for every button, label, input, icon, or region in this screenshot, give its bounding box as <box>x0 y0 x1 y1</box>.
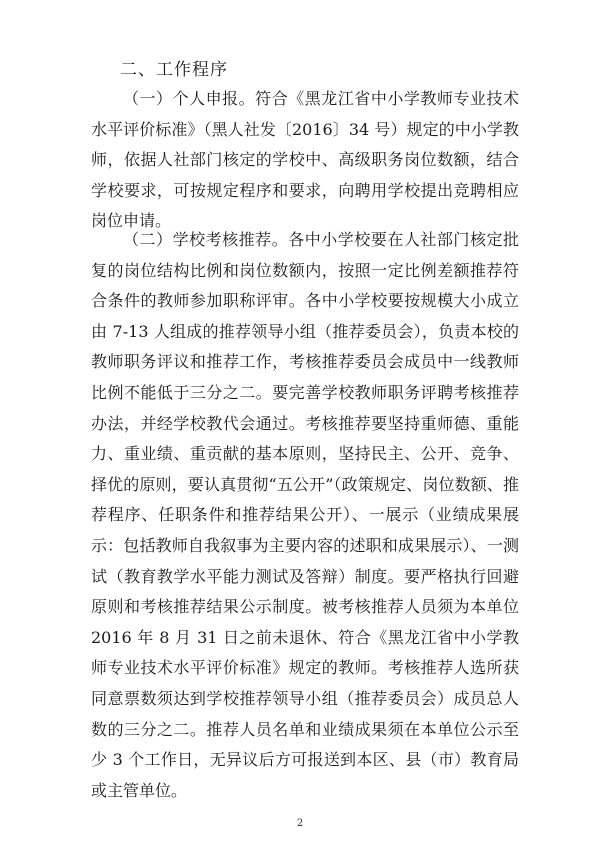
section-heading: 二、工作程序 <box>120 60 228 80</box>
page-number: 2 <box>296 818 304 829</box>
paragraph-school-recommendation: （二）学校考核推荐。各中小学校要在人社部门核定批复的岗位结构比例和岗位数额内，按照一定比例差额推荐符合条件的教师参加职称评审。各中小学校要按规模大小成立由 7-13 人组成的推荐领导小组（推荐委员会），负责本校的教师职务评议和推荐工作，考核推荐委员会成员中一线教师比例不能低于三分之二。要完善学校教师职务评聘考核推荐办法，并经学校教代会通过。考核推荐要坚持重师德、重能力、重业绩、重贡献的基本原则，坚持民主、公开、竞争、择优的原则，要认真贯彻“五公开”（政策规定、岗位数额、推荐程序、任职条件和推荐结果公开）、一展示（业绩成果展示：包括教师自我叙事为主要内容的述职和成果展示）、一测试（教育教学水平能力测试及答辩）制度。要严格执行回避原则和考核推荐结果公示制度。被考核推荐人员须为本单位 2016 年 8 月 31 日之前未退休、符合《黑龙江省中小学教师专业技术水平评价标准》规定的教师。考核推荐人选所获同意票数须达到学校推荐领导小组（推荐委员会）成员总人数的三分之二。推荐人员名单和业绩成果须在本单位公示至少 3 个工作日，无异议后方可报送到本区、县（市）教育局或主管单位。 <box>91 230 519 800</box>
paragraph-personal-application: （一）个人申报。符合《黑龙江省中小学教师专业技术水平评价标准》（黑人社发〔2016〕34 号）规定的中小学教师，依据人社部门核定的学校中、高级职务岗位数额，结合学校要求，可按规定程序和要求，向聘用学校提出竞聘相应岗位申请。 <box>91 89 519 231</box>
